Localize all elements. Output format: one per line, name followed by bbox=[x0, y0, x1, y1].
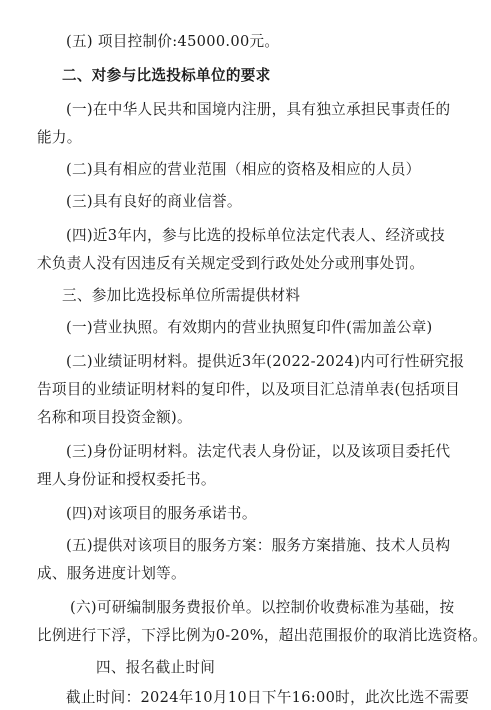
control-price-line: (五) 项目控制价:45000.00元。 bbox=[66, 33, 280, 50]
section-2-heading: 二、对参与比选投标单位的要求 bbox=[62, 67, 271, 84]
mat-3-line-2: 理人身份证和授权委托书。 bbox=[37, 471, 216, 488]
mat-2-line-3: 名称和项目投资金额)。 bbox=[37, 409, 192, 426]
mat-2-line-1: (二)业绩证明材料。提供近3年(2022-2024)内可行性研究报 bbox=[66, 353, 465, 370]
req-4-line-2: 术负责人没有因违反有关规定受到行政处处分或刑事处罚。 bbox=[37, 255, 425, 272]
req-2-line: (二)具有相应的营业范围（相应的资格及相应的人员） bbox=[66, 161, 421, 178]
mat-1-line: (一)营业执照。有效期内的营业执照复印件(需加盖公章) bbox=[66, 319, 433, 336]
mat-4-line: (四)对该项目的服务承诺书。 bbox=[66, 505, 257, 522]
req-1-line-2: 能力。 bbox=[37, 129, 82, 146]
section-4-heading: 四、报名截止时间 bbox=[96, 659, 216, 676]
section-3-heading: 三、参加比选投标单位所需提供材料 bbox=[62, 287, 301, 304]
req-4-line-1: (四)近3年内，参与比选的投标单位法定代表人、经济或技 bbox=[66, 227, 446, 244]
mat-6-line-1: (六)可研编制服务费报价单。以控制价收费标准为基础，按 bbox=[70, 599, 455, 616]
mat-5-line-2: 成、服务进度计划等。 bbox=[37, 565, 186, 582]
mat-5-line-1: (五)提供对该项目的服务方案：服务方案措施、技术人员构 bbox=[66, 537, 451, 554]
req-3-line: (三)具有良好的商业信誉。 bbox=[66, 193, 242, 210]
mat-6-line-2: 比例进行下浮，下浮比例为0-20%，超出范围报价的取消比选资格。 bbox=[37, 627, 488, 644]
mat-3-line-1: (三)身份证明材料。法定代表人身份证，以及该项目委托代 bbox=[66, 443, 451, 460]
deadline-line-1: 截止时间：2024年10月10日下午16:00时，此次比选不需要 bbox=[66, 689, 470, 706]
mat-2-line-2: 告项目的业绩证明材料的复印件，以及项目汇总清单表(包括项目 bbox=[37, 381, 461, 398]
req-1-line-1: (一)在中华人民共和国境内注册，具有独立承担民事责任的 bbox=[66, 101, 451, 118]
